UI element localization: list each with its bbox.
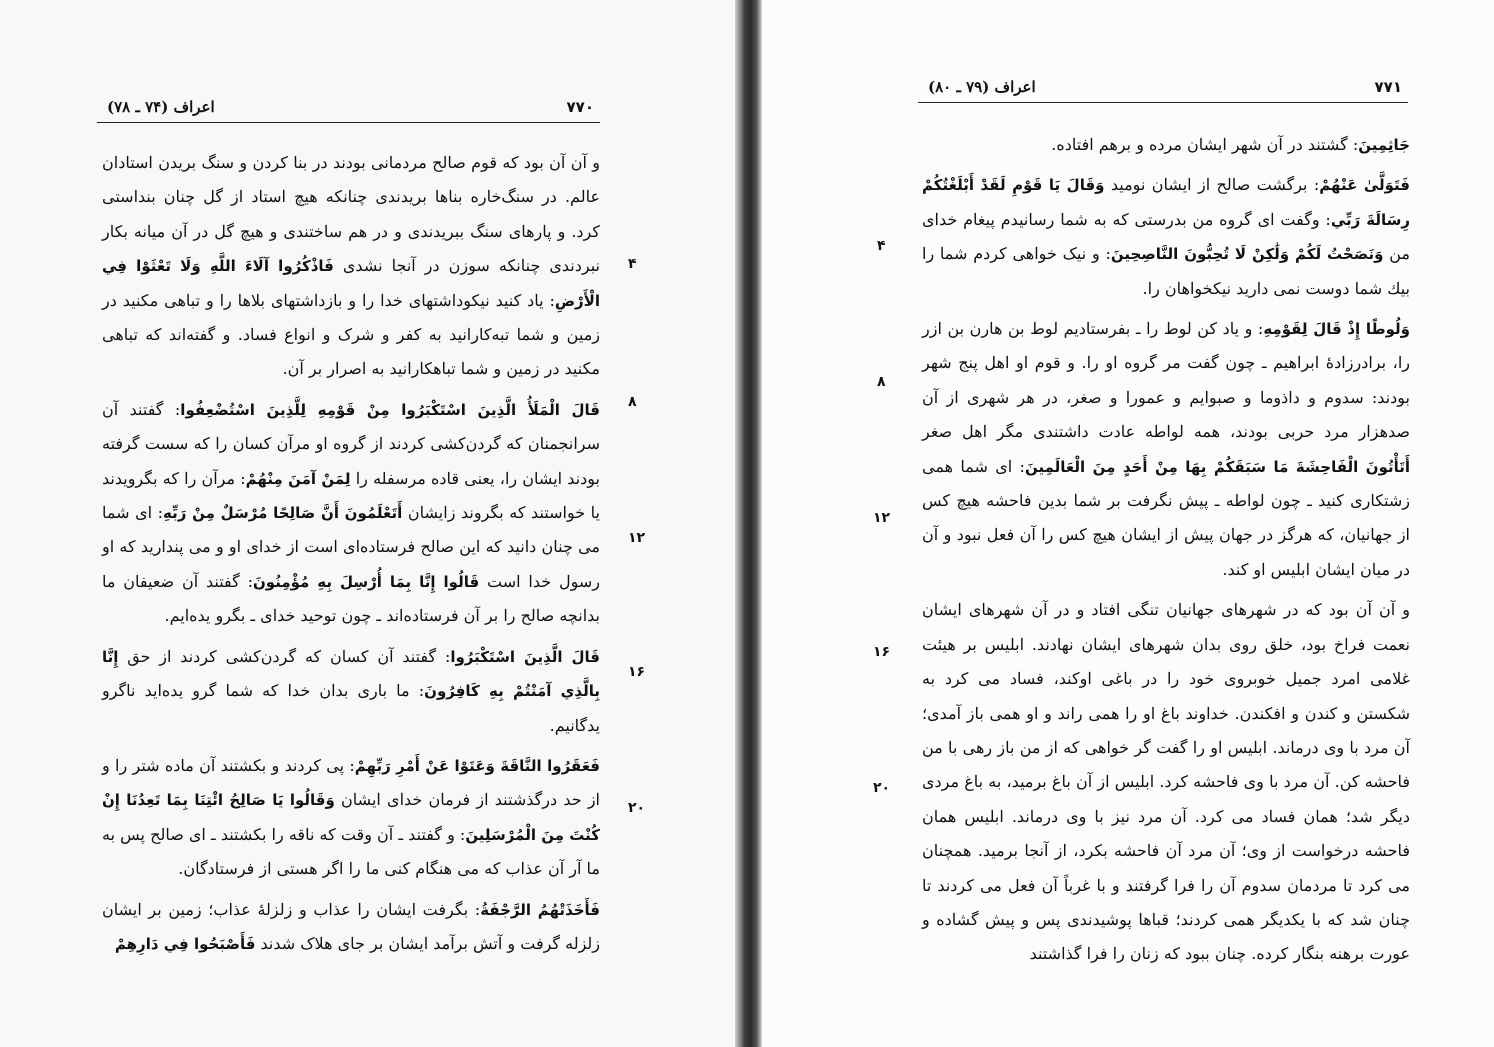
left-page-number: ۷۷۰ (566, 98, 594, 116)
paragraph (102, 393, 600, 634)
line-number: ۱۶ (873, 644, 891, 660)
quran-verse-text: وَلُوطًا إِذْ قَالَ لِقَوْمِهِ (1263, 320, 1411, 339)
line-number: ۴ (628, 256, 637, 272)
commentary-text: : گفتند آن کسان که گردن‌کشی کردند از حق (118, 646, 451, 666)
commentary-text: : یاد کنید نیکوداشتهای خدا را و بازداشتهای بلاها را و تباهی مکنید در زمین و شما تبه‌کارانید به کفر و شرک و انواع فساد. و گفته‌اند که تباهی مکنید در زمین و شما تباهکارانید به اصرار بر آن. (102, 290, 600, 379)
line-number: ۱۲ (628, 530, 646, 546)
commentary-text: : و نیک خواهی کردم شما را بیك شما دوست نمی دارید نیکخواهان را. (922, 244, 1410, 298)
commentary-text: : وگفت ای گروه من بدرستی که به شما رسانیدم پیغام خدای من (922, 209, 1410, 264)
quran-verse-text: لِمَنْ آمَنَ مِنْهُمْ (245, 469, 351, 488)
line-number: ۸ (877, 374, 886, 390)
quran-verse-text: إِنَّا بِالَّذِي آمَنْتُمْ بِهِ كَافِرُونَ (102, 647, 600, 701)
line-number: ۸ (628, 394, 637, 410)
line-number: ۲۰ (628, 800, 646, 816)
quran-verse-text: قَالُوا إِنَّا بِمَا أُرْسِلَ بِهِ مُؤْمِنُونَ (253, 572, 480, 591)
commentary-text: : گفتند آن سرانجمنان که گردن‌کشی کردند از گروه او مرآن کسان را که سست گرفته بودند ایشان را، یعنی قاده مرسفله را (102, 399, 600, 488)
commentary-text: : گشتند در آن شهر ایشان مرده و برهم افتاده. (1051, 135, 1359, 154)
commentary-text: : و یاد کن لوط را ـ بفرستادیم لوط بن هارن بن ازر را، برادرزادهٔ ابراهیم ـ چون گفت مر گروه او را. و قوم او اهل پنج شهر بودند: سدوم و داذوما و صبوایم و عمورا و صغر، در هر شهری از آن صدهزار مرد حربی بودند، همه لواطه عادت داشتندی مگر اهل صغر (922, 319, 1410, 442)
line-number: ۲۰ (873, 780, 891, 796)
quran-verse-text: قَالَ الَّذِينَ اسْتَكْبَرُوا (450, 647, 600, 666)
commentary-text: و آن آن بود که در شهرهای جهانیان تنگی افتاد و در آن شهرهای ایشان نعمت فراخ بود، خلق روی بدان شهرهای ایشان نهادند. ابلیس بر هیئت غلامی امرد جمیل خوبروی خود را در باغی اوکند، فساد می کرد به شکستن و کندن و افکندن. خداوند باغ او را همی راند و او همی باز آمدی؛ آن مرد با وی درماند. ابلیس او را گفت گر خواهی که از من باز رهی با من فاحشه کن. آن مرد با وی فاحشه کرد. ابلیس از آن باغ برمید، به باغ مردی دیگر شد؛ همان فساد می کرد. آن مرد نیز با وی درماند. ابلیس همان فاحشه درخواست از وی؛ آن مرد آن فاحشه بکرد، از آنجا برمید. همچنان می کرد تا مردمان سدوم آن را فرا گرفتند و با غرباً آن فعل می کردند تا چنان شد که با یکدیگر همی کردند؛ قباها پوشیدندی پس و پیش گشاده و عورت برهنه بنگار کرده. چنان ببود که زنان را فرا گذاشتند (922, 600, 1410, 964)
left-page-title: اعراف (۷۴ ـ ۷۸) (107, 98, 215, 116)
paragraph (922, 312, 1410, 587)
paragraph (102, 749, 600, 887)
commentary-text: : ای شما همی زشتکاری کنید ـ چون لواطه ـ پیش نگرفت بر شما بدین فاحشه هیچ کس از جهانیان، که هرگز در جهان پیش از ایشان هیچ کس را آن فعل نبود و آن در میان ایشان ابلیس او کند. (922, 456, 1410, 579)
quran-verse-text: فَاذْكُرُوا آلَاءَ اللَّهِ وَلَا تَعْثَوْا فِي الْأَرْضِ (102, 257, 600, 310)
paragraph (922, 128, 1410, 162)
commentary-text: : و گفتند ـ آن وقت که ناقه را بکشتند ـ ای صالح پس به ما آر آن عذاب که می هنگام کنی ما را اگر هستی از فرستادگان. (102, 824, 600, 879)
commentary-text: : بگرفت ایشان را عذاب و زلزلهٔ عذاب؛ زمین بر ایشان زلزله گرفت و آتش برآمد ایشان بر جای هلاک شدند (102, 899, 600, 953)
quran-verse-text: فَعَقَرُوا النَّاقَةَ وَعَتَوْا عَنْ أَمْرِ رَبِّهِمْ (354, 756, 601, 775)
line-number: ۱۲ (873, 510, 891, 526)
quran-verse-text: جَاثِمِينَ (1358, 136, 1410, 154)
right-page-body (922, 128, 1410, 972)
paragraph (102, 640, 600, 743)
commentary-text: و آن آن بود که قوم صالح مردمانی بودند در بنا کردن و سنگ بریدن استادان عالم. در سنگ‌خاره بناها بریدندی چنانکه هیچ استاد از گل چنان بنداستی کرد. و پارهای سنگ ببریدندی و در هم ساختندی و هیچ گل در آن میانه بکار نبردندی چنانکه سوزن در آنجا نشدی (102, 153, 600, 276)
quran-verse-text: أَتَعْلَمُونَ أَنَّ صَالِحًا مُرْسَلٌ مِنْ رَبِّهِ (163, 504, 403, 523)
right-page-number: ۷۷۱ (1374, 78, 1402, 96)
paragraph (102, 893, 600, 962)
quran-verse-text: أَتَأْتُونَ الْفَاحِشَةَ مَا سَبَقَكُمْ بِهَا مِنْ أَحَدٍ مِنَ الْعَالَمِينَ (1024, 457, 1411, 476)
paragraph (922, 168, 1410, 306)
commentary-text: : مرآن را که بگرویدند یا خواستند که بگروند زایشان (102, 468, 601, 523)
line-number: ۱۶ (628, 664, 646, 680)
quran-verse-text: فَأَخَذَتْهُمُ الرَّجْفَةُ (480, 900, 600, 919)
commentary-text: : ای شما می چنان دانید که این صالح فرستاده‌ای است از خدای او و می پندارید که او رسول خدا است (102, 503, 600, 591)
paragraph (922, 593, 1410, 971)
book-spine (735, 0, 762, 1047)
quran-verse-text: وَقَالَ يَا قَوْمِ لَقَدْ أَبْلَغْتُكُمْ رِسَالَةَ رَبِّي (922, 176, 1410, 229)
commentary-text: : برگشت صالح از ایشان نومید (1104, 175, 1320, 195)
paragraph (102, 146, 600, 387)
left-page-header (97, 98, 600, 123)
commentary-text: : گفتند آن ضعیفان ما بدانچه صالح را بر آن فرستاده‌اند ـ چون توحید خدای ـ بگرو یده‌ایم. (102, 571, 600, 626)
quran-verse-text: وَقَالُوا يَا صَالِحُ ائْتِنَا بِمَا تَعِدُنَا إِنْ كُنْتَ مِنَ الْمُرْسَلِينَ (102, 791, 600, 844)
quran-verse-text: وَنَصَحْتُ لَكُمْ وَلَٰكِنْ لَا تُحِبُّونَ النَّاصِحِينَ (1110, 245, 1384, 264)
commentary-text: : ما باری بدان خدا که شما گرو یده‌اید ناگرو یدگانیم. (102, 681, 600, 735)
right-page-title: اعراف (۷۹ ـ ۸۰) (928, 78, 1036, 96)
left-page-body (102, 146, 600, 961)
quran-verse-text: فَتَوَلَّىٰ عَنْهُمْ (1319, 176, 1411, 195)
quran-verse-text: قَالَ الْمَلَأُ الَّذِينَ اسْتَكْبَرُوا مِنْ قَوْمِهِ لِلَّذِينَ اسْتُضْعِفُوا (180, 400, 600, 419)
right-page (762, 0, 1494, 1047)
left-page (0, 0, 735, 1047)
right-page-header (918, 78, 1408, 103)
quran-verse-text: فَأَصْبَحُوا فِي دَارِهِمْ (114, 934, 256, 953)
line-number: ۴ (877, 238, 886, 254)
commentary-text: : پی کردند و بکشتند آن ماده شتر را و از حد درگذشتند از فرمان خدای ایشان (102, 755, 600, 810)
